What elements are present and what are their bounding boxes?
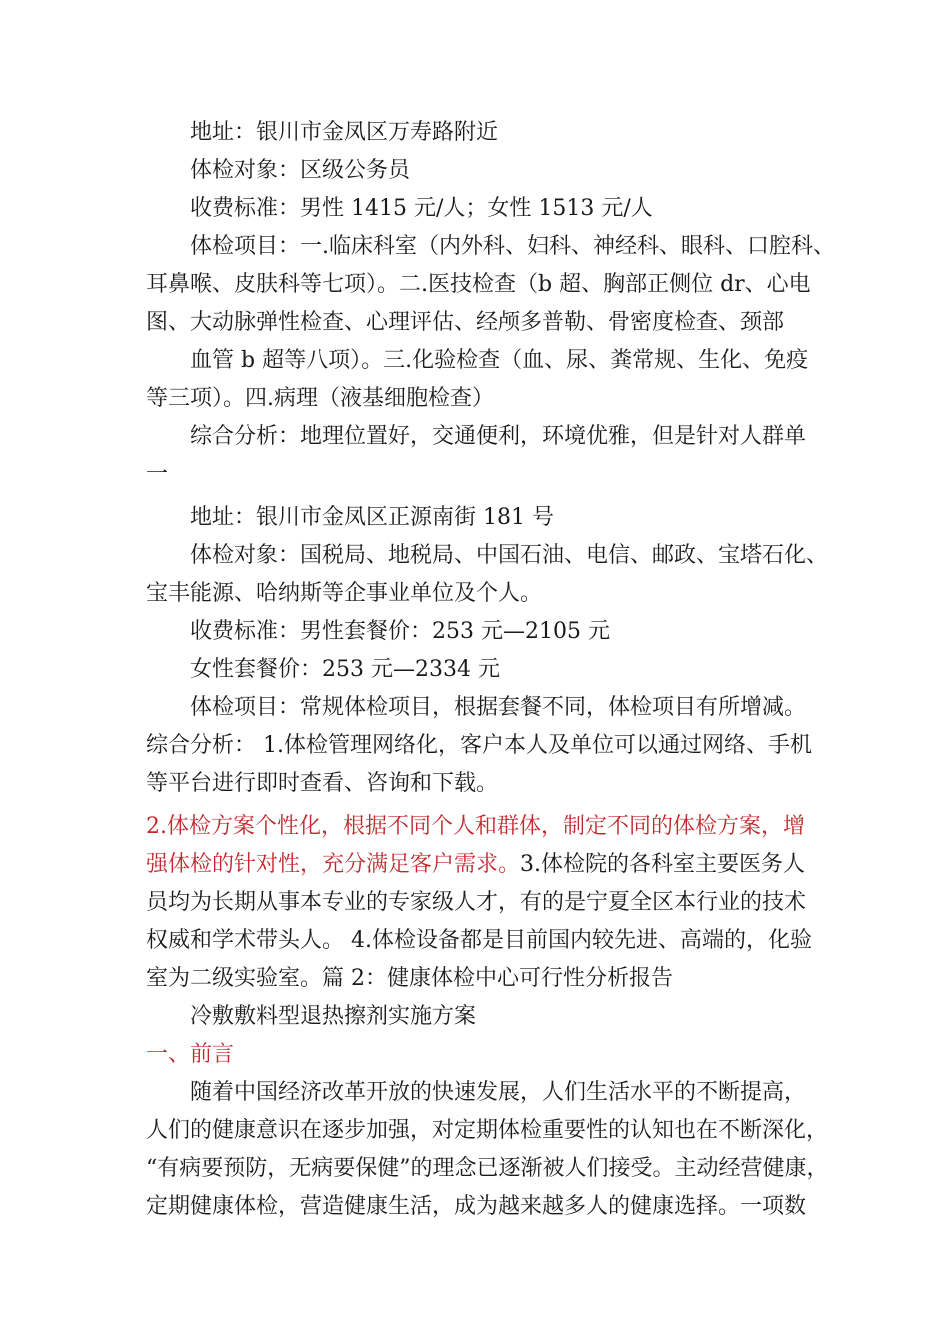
text-line: 体检对象：区级公务员 [190,158,411,183]
text-line: 室为二级实验室。篇 2：健康体检中心可行性分析报告 [146,966,673,991]
text-line: 地址：银川市金凤区正源南街 181 号 [190,505,554,530]
text-line: 地址：银川市金凤区万寿路附近 [190,120,499,145]
text-line: “有病要预防，无病要保健”的理念已逐渐被人们接受。主动经营健康， [146,1156,829,1181]
text-line: 综合分析： 1.体检管理网络化，客户本人及单位可以通过网络、手机 [146,733,812,758]
text-line: 女性套餐价：253 元—2334 元 [190,657,500,682]
text-line: 综合分析：地理位置好，交通便利，环境优雅，但是针对人群单 [190,424,807,449]
text-line: 体检项目：常规体检项目，根据套餐不同，体检项目有所增减。 [190,695,807,720]
text-line: 图、大动脉弹性检查、心理评估、经颅多普勒、骨密度检查、颈部 [146,310,785,335]
text-line: 员均为长期从事本专业的专家级人才，有的是宁夏全区本行业的技术 [146,890,807,915]
text-line: 人们的健康意识在逐步加强，对定期体检重要性的认知也在不断深化， [146,1118,829,1143]
text-line: 等三项）。四.病理（液基细胞检查） [146,386,494,411]
text-line: 体检项目：一.临床科室（内外科、妇科、神经科、眼科、口腔科、 [190,234,835,259]
highlighted-text-line: 2.体检方案个性化，根据不同个人和群体，制定不同的体检方案，增 [146,814,805,839]
text-line: 收费标准：男性 1415 元/人；女性 1513 元/人 [190,196,653,221]
section-heading: 一、前言 [146,1042,235,1067]
text-line: 随着中国经济改革开放的快速发展，人们生活水平的不断提高， [190,1080,807,1105]
mixed-text-line [146,850,950,880]
text-line: 等平台进行即时查看、咨询和下载。 [146,771,499,796]
text-line: 冷敷敷料型退热擦剂实施方案 [190,1004,477,1029]
text-line: 宝丰能源、哈纳斯等企事业单位及个人。 [146,581,543,606]
text-line: 收费标准：男性套餐价：253 元—2105 元 [190,619,610,644]
highlighted-text: 强体检的针对性，充分满足客户需求。 [146,852,521,877]
text-line: 体检对象：国税局、地税局、中国石油、电信、邮政、宝塔石化、 [190,543,829,568]
text-line: 权威和学术带头人。 4.体检设备都是目前国内较先进、高端的，化验 [146,928,812,953]
text-line: 一 [146,462,169,487]
text-line: 血管 b 超等八项）。三.化验检查（血、尿、粪常规、生化、免疫 [190,348,809,373]
text: 3.体检院的各科室主要医务人 [520,852,806,877]
text-line: 耳鼻喉、皮肤科等七项）。二.医技检查（b 超、胸部正侧位 dr、心电 [146,272,811,297]
text-line: 定期健康体检，营造健康生活，成为越来越多人的健康选择。一项数 [146,1194,807,1219]
